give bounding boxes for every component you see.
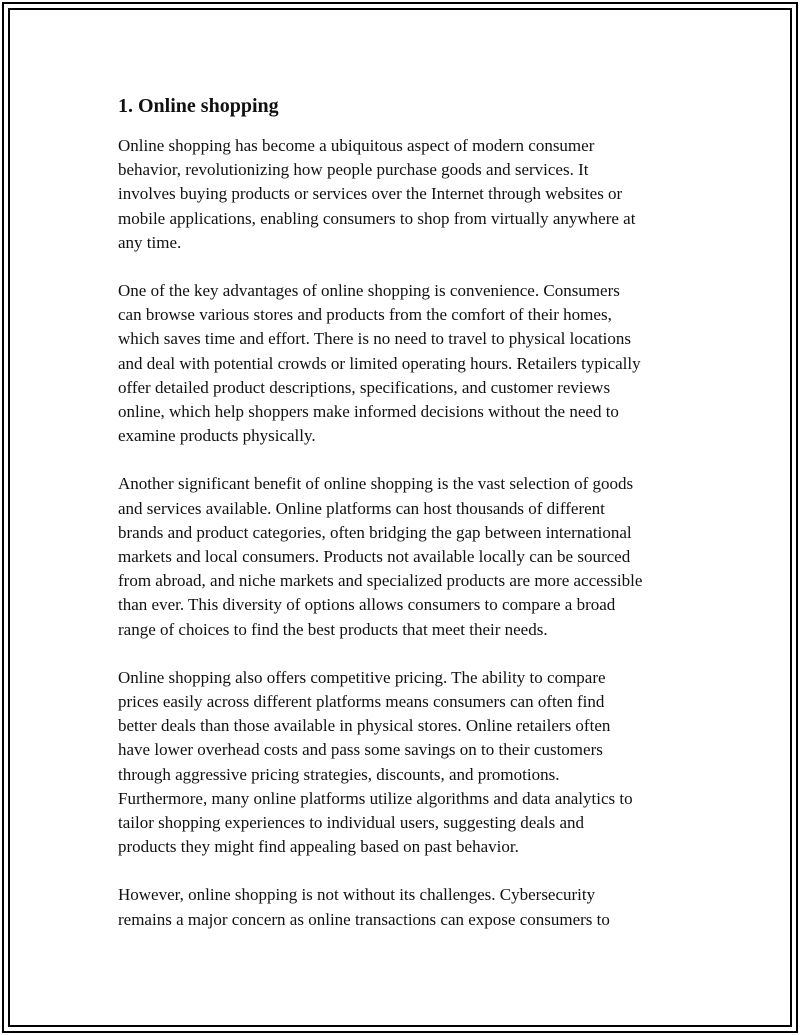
text-line: than ever. This diversity of options allows consumers to compare a broad [118, 595, 616, 615]
text-line: can browse various stores and products from the comfort of their homes, [118, 305, 612, 325]
text-line: mobile applications, enabling consumers to shop from virtually anywhere at [118, 208, 636, 228]
section-heading: 1. Online shopping [118, 95, 279, 117]
text-line: However, online shopping is not without its challenges. Cybersecurity [118, 885, 596, 905]
paragraph-selection [118, 472, 698, 641]
text-line: through aggressive pricing strategies, discounts, and promotions. [118, 764, 560, 784]
text-line: One of the key advantages of online shopping is convenience. Consumers [118, 281, 620, 301]
paragraph-convenience [118, 279, 698, 448]
paragraph-challenges [118, 883, 698, 931]
text-line: offer detailed product descriptions, specifications, and customer reviews [118, 377, 611, 397]
text-line: tailor shopping experiences to individual users, suggesting deals and [118, 813, 584, 833]
text-line: and deal with potential crowds or limited operating hours. Retailers typically [118, 353, 641, 373]
text-line: Furthermore, many online platforms utilize algorithms and data analytics to [118, 788, 633, 808]
text-line: examine products physically. [118, 426, 316, 446]
text-line: products they might find appealing based on past behavior. [118, 837, 519, 857]
paragraph-intro [118, 134, 698, 255]
text-line: involves buying products or services over the Internet through websites or [118, 184, 623, 204]
text-line: online, which help shoppers make informed decisions without the need to [118, 402, 619, 422]
text-line: markets and local consumers. Products not available locally can be sourced [118, 547, 631, 567]
text-line: range of choices to find the best products that meet their needs. [118, 619, 548, 639]
text-line: Another significant benefit of online shopping is the vast selection of goods [118, 474, 634, 494]
text-line: Online shopping also offers competitive pricing. The ability to compare [118, 667, 606, 687]
text-line: brands and product categories, often bridging the gap between international [118, 522, 632, 542]
text-line: better deals than those available in physical stores. Online retailers often [118, 716, 611, 736]
text-line: behavior, revolutionizing how people purchase goods and services. It [118, 160, 589, 180]
text-line: any time. [118, 232, 182, 252]
text-line: remains a major concern as online transactions can expose consumers to [118, 909, 610, 929]
text-line: and services available. Online platforms can host thousands of different [118, 498, 605, 518]
text-line: prices easily across different platforms means consumers can often find [118, 692, 605, 712]
text-line: from abroad, and niche markets and specialized products are more accessible [118, 571, 643, 591]
paragraph-pricing [118, 666, 698, 860]
text-line: which saves time and effort. There is no need to travel to physical locations [118, 329, 632, 349]
document-body [118, 92, 698, 956]
text-line: have lower overhead costs and pass some savings on to their customers [118, 740, 603, 760]
text-line: Online shopping has become a ubiquitous aspect of modern consumer [118, 136, 595, 155]
